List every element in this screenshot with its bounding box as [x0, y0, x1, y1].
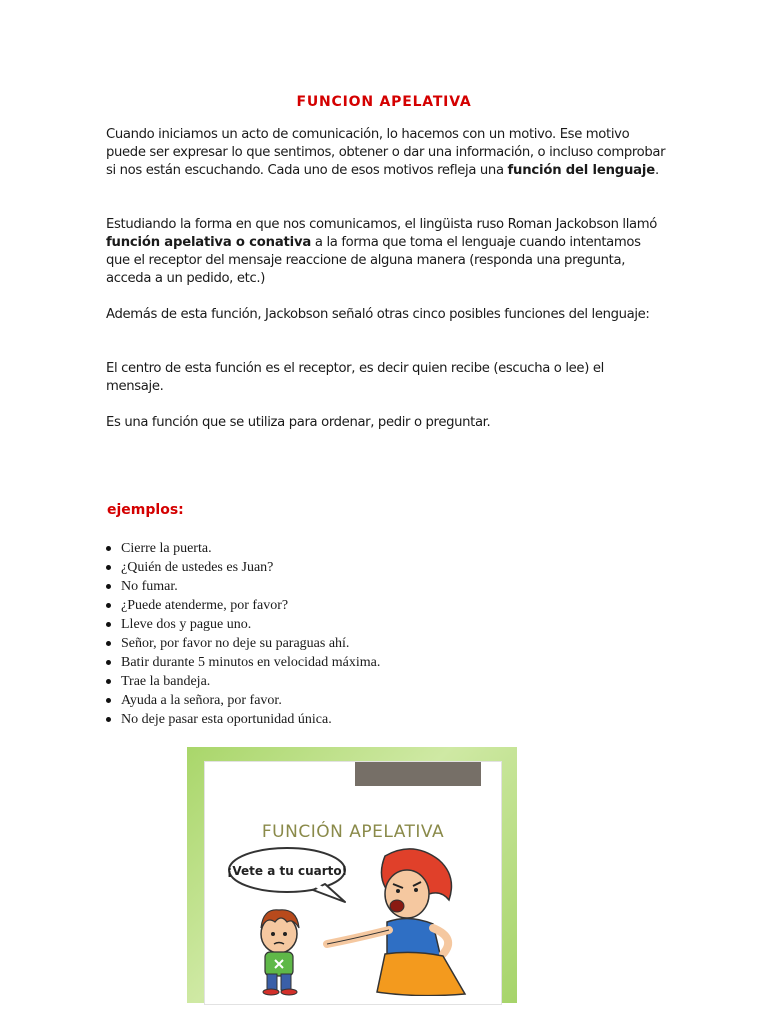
- example-item: ¿Puede atenderme, por favor?: [103, 596, 380, 615]
- receptor-paragraph: El centro de esta función es el receptor, es decir quien recibe (escucha o lee) el mensaje.: [106, 361, 604, 394]
- boy-figure: [261, 910, 299, 995]
- speech-bubble: [227, 848, 347, 902]
- page-title: FUNCION APELATIVA: [296, 94, 472, 110]
- jakobson-end: a la forma que toma el lenguaje cuando intentamos que el receptor del mensaje reaccione de alguna manera (responda una pregunta, acceda a un pedido, etc.): [106, 235, 641, 286]
- jakobson-bold-term: función apelativa o conativa: [106, 235, 312, 250]
- example-item: Señor, por favor no deje su paraguas ahí.: [103, 634, 380, 653]
- slide-header-tab: [355, 762, 481, 786]
- example-item: ¿Quién de ustedes es Juan?: [103, 558, 380, 577]
- other-functions-paragraph: Además de esta función, Jackobson señaló otras cinco posibles funciones del lenguaje:: [106, 307, 650, 322]
- example-item: Trae la bandeja.: [103, 672, 380, 691]
- example-item: Cierre la puerta.: [103, 539, 380, 558]
- illustration-frame: [187, 747, 517, 1003]
- example-item: Batir durante 5 minutos en velocidad máxima.: [103, 653, 380, 672]
- speech-bubble-text: ¡Vete a tu cuarto!: [226, 864, 348, 878]
- example-item: Lleve dos y pague uno.: [103, 615, 380, 634]
- cartoon-illustration: [217, 846, 489, 996]
- intro-paragraph: [106, 126, 666, 180]
- example-item: No deje pasar esta oportunidad única.: [103, 710, 380, 729]
- examples-list: [103, 539, 380, 729]
- illustration-title: FUNCIÓN APELATIVA: [261, 822, 445, 842]
- intro-text: Cuando iniciamos un acto de comunicación, lo hacemos con un motivo. Ese motivo puede ser expresar lo que sentimos, obtener o dar una información, o incluso comprobar si nos están escuchando. Cada uno de esos motivos refleja una: [106, 127, 666, 178]
- illustration-slide: [204, 761, 502, 1005]
- jakobson-text: Estudiando la forma en que nos comunicamos, el lingüista ruso Roman Jackobson llamó: [106, 217, 658, 232]
- intro-bold-term: función del lenguaje: [507, 163, 655, 178]
- jakobson-paragraph: [106, 216, 666, 288]
- examples-heading: ejemplos:: [107, 502, 184, 518]
- intro-end: .: [654, 163, 659, 178]
- example-item: Ayuda a la señora, por favor.: [103, 691, 380, 710]
- woman-figure: [327, 849, 465, 996]
- usage-paragraph: Es una función que se utiliza para ordenar, pedir o preguntar.: [106, 415, 491, 430]
- example-item: No fumar.: [103, 577, 380, 596]
